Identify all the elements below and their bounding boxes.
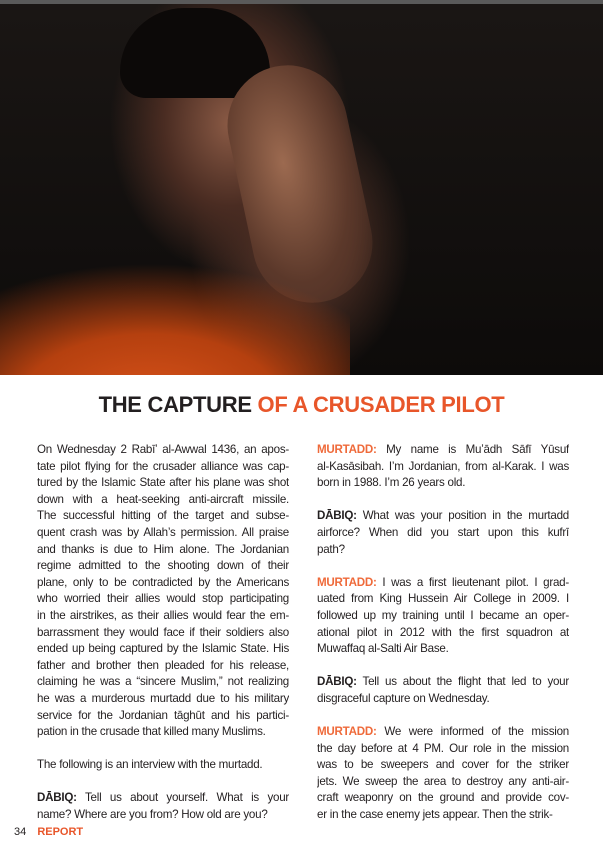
title-part-dark: THE CAPTURE bbox=[98, 392, 252, 417]
line-text: service for the Jordanian tāghūt and his partici- bbox=[37, 708, 289, 722]
page-number: 34 bbox=[14, 826, 27, 838]
text-line bbox=[37, 475, 289, 492]
line-text: father and brother then pleaded for his release, bbox=[37, 658, 289, 672]
text-line bbox=[317, 641, 569, 658]
paragraph-gap bbox=[37, 741, 289, 758]
line-text: al-Kasāsibah. I’m Jordanian, from al-Karak. I was bbox=[317, 459, 569, 473]
paragraph bbox=[37, 442, 289, 741]
text-line bbox=[37, 625, 289, 642]
paragraph-gap bbox=[37, 774, 289, 791]
paragraph-gap bbox=[317, 492, 569, 509]
line-text: Tell us about the flight that led to your bbox=[356, 675, 569, 689]
line-text: ational pilot in 2012 with the first squadron at bbox=[317, 625, 569, 639]
line-text: he was a murderous murtadd due to his military bbox=[37, 691, 289, 705]
line-text: born in 1988. I’m 26 years old. bbox=[317, 476, 466, 490]
line-text: was to be sweepers and cover for the striker bbox=[317, 758, 569, 772]
text-line bbox=[37, 757, 289, 774]
line-text: Muwaffaq al-Salti Air Base. bbox=[317, 642, 449, 656]
line-text: quent crash was by Allah’s permission. All praise bbox=[37, 525, 289, 539]
speaker-label: DĀBIQ: bbox=[317, 509, 357, 523]
paragraph bbox=[317, 724, 569, 824]
text-line bbox=[37, 525, 289, 542]
line-text: My name is Muʼādh Sāfī Yūsuf bbox=[376, 443, 569, 456]
paragraph bbox=[317, 575, 569, 658]
text-line bbox=[317, 757, 569, 774]
text-line bbox=[317, 674, 569, 691]
text-line bbox=[317, 475, 569, 492]
text-line bbox=[317, 542, 569, 559]
speaker-label: DĀBIQ: bbox=[37, 791, 77, 805]
line-text: path? bbox=[317, 542, 345, 556]
text-line bbox=[317, 525, 569, 542]
text-line bbox=[317, 691, 569, 708]
text-line bbox=[37, 641, 289, 658]
text-line bbox=[37, 492, 289, 509]
speaker-label: MURTADD: bbox=[317, 725, 377, 739]
line-text: The following is an interview with the murtadd. bbox=[37, 758, 263, 772]
line-text: who worried their allies would stop participating bbox=[37, 592, 289, 606]
line-text: tate pilot flying for the crusader alliance was cap- bbox=[37, 459, 289, 473]
line-text: regime admitted to the shooting down of their bbox=[37, 559, 289, 573]
text-line bbox=[37, 708, 289, 725]
text-line bbox=[317, 790, 569, 807]
line-text: name? Where are you from? How old are you? bbox=[37, 808, 268, 822]
line-text: followed up my training until I became an oper- bbox=[317, 608, 569, 622]
line-text: jets. We sweep the area to destroy any anti-air- bbox=[317, 774, 569, 788]
text-line bbox=[37, 724, 289, 741]
paragraph-gap bbox=[317, 708, 569, 725]
text-line bbox=[37, 691, 289, 708]
paragraph bbox=[317, 508, 569, 558]
line-text: down with a heat-seeking anti-aircraft missile. bbox=[37, 492, 289, 506]
speaker-label: MURTADD: bbox=[317, 443, 377, 456]
line-text: in the airstrikes, as their allies would fear the em- bbox=[37, 608, 289, 622]
line-text: and thanks is due to Him alone. The Jordanian bbox=[37, 542, 289, 556]
title-part-accent: OF A CRUSADER PILOT bbox=[257, 392, 505, 417]
text-line bbox=[37, 442, 289, 459]
text-line bbox=[37, 459, 289, 476]
line-text: ended up being captured by the Islamic State. His bbox=[37, 642, 289, 656]
text-line bbox=[37, 558, 289, 575]
section-label: REPORT bbox=[37, 826, 84, 838]
line-text: craft weaponry on the ground and provide cov- bbox=[317, 791, 569, 805]
photo-orange-shirt-shape bbox=[0, 254, 350, 375]
text-line bbox=[37, 575, 289, 592]
line-text: the day before at 4 PM. Our role in the mission bbox=[317, 741, 569, 755]
paragraph bbox=[317, 674, 569, 707]
paragraph bbox=[37, 757, 289, 774]
line-text: uated from King Hussein Air College in 2009. I bbox=[317, 592, 569, 606]
text-line bbox=[37, 674, 289, 691]
line-text: On Wednesday 2 Rabīʼ al-Awwal 1436, an apos- bbox=[37, 443, 289, 456]
text-line bbox=[317, 459, 569, 476]
paragraph-gap bbox=[317, 558, 569, 575]
header-photo bbox=[0, 4, 603, 375]
line-text: I was a first lieutenant pilot. I grad- bbox=[376, 575, 569, 589]
text-line bbox=[37, 807, 289, 824]
line-text: What was your position in the murtadd bbox=[356, 509, 569, 523]
text-line bbox=[317, 807, 569, 824]
text-line bbox=[317, 724, 569, 741]
text-line bbox=[37, 658, 289, 675]
text-line bbox=[317, 608, 569, 625]
page-footer bbox=[14, 826, 83, 838]
line-text: Tell us about yourself. What is your bbox=[76, 791, 289, 805]
text-line bbox=[317, 575, 569, 592]
paragraph bbox=[317, 442, 569, 492]
paragraph-gap bbox=[317, 658, 569, 675]
line-text: barrassment they would face if their soldiers also bbox=[37, 625, 289, 639]
left-column bbox=[37, 442, 289, 824]
text-line bbox=[317, 741, 569, 758]
text-line bbox=[317, 591, 569, 608]
text-line bbox=[317, 442, 569, 459]
text-line bbox=[37, 508, 289, 525]
right-column bbox=[317, 442, 569, 824]
line-text: plane, only to be contradicted by the Americans bbox=[37, 575, 289, 589]
text-line bbox=[317, 508, 569, 525]
line-text: disgraceful capture on Wednesday. bbox=[317, 691, 490, 705]
text-line bbox=[37, 542, 289, 559]
line-text: airforce? When did you start upon this kufrī bbox=[317, 525, 569, 539]
line-text: We were informed of the mission bbox=[376, 725, 569, 739]
paragraph bbox=[37, 790, 289, 823]
line-text: The successful hitting of the target and subse- bbox=[37, 509, 289, 523]
text-line bbox=[317, 625, 569, 642]
line-text: pation in the crusade that killed many Muslims. bbox=[37, 725, 266, 739]
text-line bbox=[37, 790, 289, 807]
text-line bbox=[37, 608, 289, 625]
text-line bbox=[317, 774, 569, 791]
line-text: claiming he was a “sincere Muslim,” not realizing bbox=[37, 675, 289, 689]
line-text: er in the case enemy jets appear. Then the strik- bbox=[317, 808, 553, 822]
speaker-label: MURTADD: bbox=[317, 575, 377, 589]
text-line bbox=[37, 591, 289, 608]
speaker-label: DĀBIQ: bbox=[317, 675, 357, 689]
article-title bbox=[0, 392, 603, 418]
line-text: tured by the Islamic State after his plane was shot bbox=[37, 476, 289, 490]
